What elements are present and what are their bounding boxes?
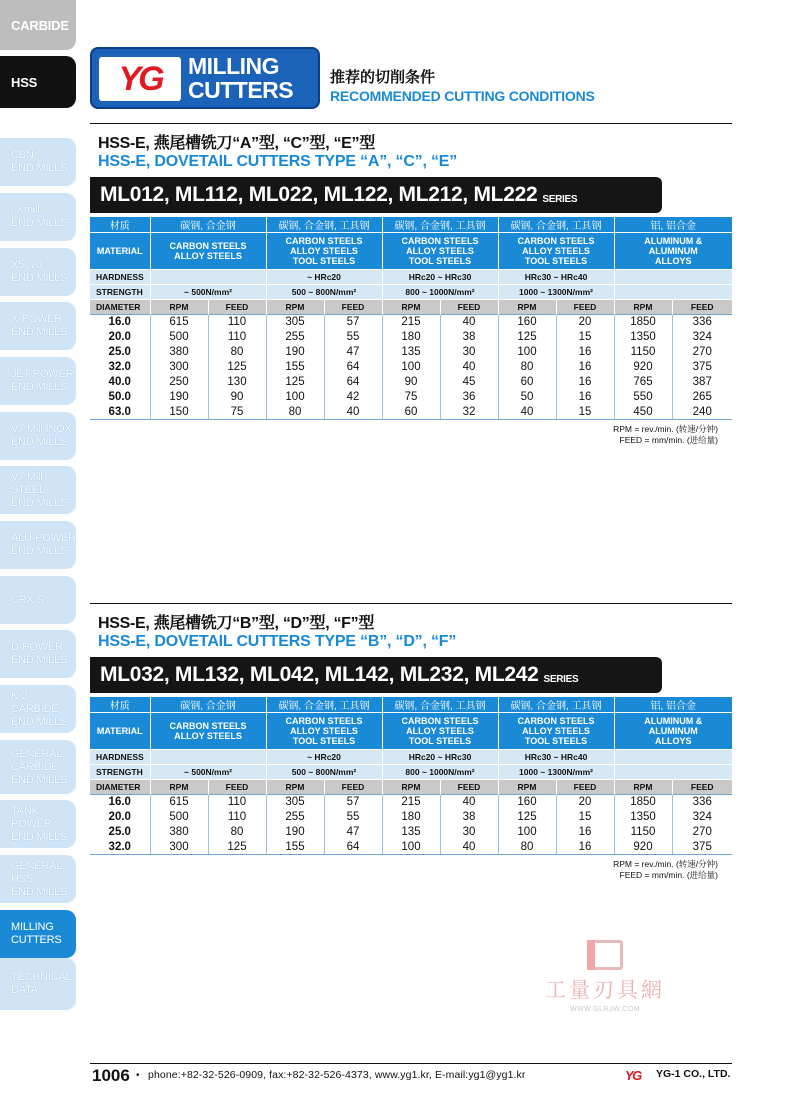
tab-category-7[interactable]	[0, 412, 76, 460]
feed-value: 110	[208, 795, 266, 810]
strength-value	[614, 765, 732, 780]
rpm-value: 100	[498, 825, 556, 840]
hardness-value	[150, 270, 266, 285]
section-title-en: HSS-E, DOVETAIL CUTTERS TYPE “B”, “D”, “F”	[98, 633, 457, 650]
section-title-en: HSS-E, DOVETAIL CUTTERS TYPE “A”, “C”, “E”	[98, 153, 458, 170]
rpm-unit-note: RPM = rev./min. (转速/分钟)	[613, 424, 718, 434]
rpm-header: RPM	[150, 780, 208, 795]
rpm-value: 40	[498, 405, 556, 420]
feed-value: 75	[208, 405, 266, 420]
feed-value: 130	[208, 375, 266, 390]
feed-value: 32	[440, 405, 498, 420]
sidebar-tabs	[0, 0, 78, 1120]
footer-rule	[90, 1063, 732, 1064]
feed-value: 40	[324, 405, 382, 420]
feed-value: 90	[208, 390, 266, 405]
strength-value: 800 ~ 1000N/mm²	[382, 765, 498, 780]
table-row	[90, 360, 732, 375]
feed-value: 36	[440, 390, 498, 405]
feed-value: 110	[208, 315, 266, 330]
feed-header: FEED	[208, 780, 266, 795]
strength-label: STRENGTH	[90, 285, 150, 300]
feed-value: 336	[672, 315, 732, 330]
feed-value: 270	[692, 346, 712, 358]
diameter-value: 63.0	[90, 405, 150, 420]
material-en: CARBON STEELS ALLOY STEELS TOOL STEELS	[266, 713, 382, 750]
feed-header: FEED	[208, 300, 266, 315]
diameter-value: 16.0	[90, 315, 150, 330]
feed-value: 57	[324, 795, 382, 810]
material-cn: 碳钢, 合金钢, 工具钢	[382, 217, 498, 233]
rpm-value: 135	[382, 825, 440, 840]
logo-text: YG	[118, 59, 162, 98]
feed-value: 40	[440, 360, 498, 375]
material-cn: 碳钢, 合金钢, 工具钢	[498, 697, 614, 713]
material-cn: 碳钢, 合金钢, 工具钢	[266, 217, 382, 233]
strength-label: STRENGTH	[90, 765, 150, 780]
section-type-a-c-e	[90, 123, 732, 446]
feed-header: FEED	[324, 300, 382, 315]
footer-yg-logo: YG	[625, 1068, 641, 1083]
units-note	[90, 424, 732, 446]
series-banner	[90, 657, 662, 693]
tab-category-2[interactable]	[0, 138, 76, 186]
tab-milling-cutters[interactable]	[0, 910, 76, 958]
tab-category-3[interactable]	[0, 193, 76, 241]
table-row	[90, 810, 732, 825]
feed-value: 55	[324, 810, 382, 825]
feed-value: 375	[672, 840, 732, 855]
watermark-text: 工量刃具網	[545, 978, 665, 1002]
hardness-value: ~ HRc20	[266, 270, 382, 285]
rpm-value: 615	[150, 315, 208, 330]
feed-value: 30	[440, 345, 498, 360]
tab-category-6[interactable]	[0, 357, 76, 405]
rpm-unit-note: RPM = rev./min. (转速/分钟)	[613, 859, 718, 869]
rpm-value: 125	[498, 810, 556, 825]
tab-category-15[interactable]	[0, 855, 76, 903]
header-subtitle-cn: 推荐的切削条件	[330, 69, 436, 86]
rpm-value: 215	[382, 795, 440, 810]
tab-category-12[interactable]	[0, 685, 76, 733]
rpm-value: 180	[382, 330, 440, 345]
material-cn: 碳钢, 合金钢, 工具钢	[266, 697, 382, 713]
section-title-cn: HSS-E, 燕尾槽铣刀“B”型, “D”型, “F”型	[98, 615, 375, 632]
rpm-value: 190	[266, 345, 324, 360]
feed-header: FEED	[556, 780, 614, 795]
diameter-label: DIAMETER	[90, 300, 150, 315]
strength-value: 500 ~ 800N/mm²	[266, 765, 382, 780]
feed-value: 16	[556, 345, 614, 360]
rpm-value: 765	[614, 375, 672, 390]
rpm-value: 180	[382, 810, 440, 825]
material-cn-label: 材质	[90, 217, 150, 233]
tab-category-10[interactable]	[0, 576, 76, 624]
material-cn: 碳钢, 合金钢, 工具钢	[382, 697, 498, 713]
feed-header: FEED	[440, 300, 498, 315]
rpm-value: 1150	[614, 345, 672, 360]
hardness-value: HRc30 ~ HRc40	[498, 750, 614, 765]
tab-label: MILLING CUTTERS	[11, 921, 62, 946]
table-row	[90, 840, 732, 855]
hardness-label: HARDNESS	[90, 270, 150, 285]
rpm-value: 1850	[614, 315, 672, 330]
diameter-value: 32.0	[90, 360, 150, 375]
strength-value: 800 ~ 1000N/mm²	[382, 285, 498, 300]
rpm-value: 155	[266, 840, 324, 855]
series-tag: SERIES	[543, 673, 579, 685]
material-cn: 碳钢, 合金钢, 工具钢	[498, 217, 614, 233]
diameter-value: 25.0	[90, 345, 150, 360]
watermark	[535, 940, 675, 1013]
feed-value: 324	[692, 811, 712, 823]
banner-title-line2: CUTTERS	[188, 77, 294, 103]
tab-label: D-POWER END MILLS	[11, 641, 68, 666]
hardness-value	[150, 750, 266, 765]
strength-value: ~ 500N/mm²	[150, 765, 266, 780]
diameter-value: 40.0	[90, 375, 150, 390]
feed-value: 64	[324, 360, 382, 375]
table-row	[90, 390, 732, 405]
hardness-label: HARDNESS	[90, 750, 150, 765]
rpm-value: 190	[266, 825, 324, 840]
diameter-value: 20.0	[90, 810, 150, 825]
feed-value: 16	[556, 840, 614, 855]
material-cn: 碳钢, 合金钢	[150, 217, 266, 233]
rpm-value: 60	[498, 375, 556, 390]
feed-header: FEED	[440, 780, 498, 795]
feed-value: 15	[556, 405, 614, 420]
hardness-value: HRc20 ~ HRc30	[382, 750, 498, 765]
rpm-header: RPM	[498, 780, 556, 795]
rpm-value: 90	[382, 375, 440, 390]
company-name: YG-1 CO., LTD.	[656, 1068, 731, 1080]
material-en: CARBON STEELS ALLOY STEELS	[150, 233, 266, 270]
feed-value: 80	[208, 345, 266, 360]
tab-category-17[interactable]	[0, 958, 76, 1010]
feed-value: 375	[692, 361, 712, 373]
rpm-value: 615	[150, 795, 208, 810]
tab-label: CBN END MILLS	[11, 149, 68, 174]
section-title-cn: HSS-E, 燕尾槽铣刀“A”型, “C”型, “E”型	[98, 135, 375, 152]
strength-value: 1000 ~ 1300N/mm²	[498, 765, 614, 780]
material-en: CARBON STEELS ALLOY STEELS TOOL STEELS	[498, 233, 614, 270]
section-rule	[90, 603, 732, 604]
rpm-header: RPM	[498, 300, 556, 315]
table-row	[90, 345, 732, 360]
feed-value: 240	[672, 405, 732, 420]
page-number: 1006	[92, 1066, 130, 1085]
feed-value: 270	[692, 826, 712, 838]
tab-label: TANK-POWER END MILLS	[11, 804, 68, 843]
feed-value: 125	[208, 840, 266, 855]
rpm-header: RPM	[614, 780, 672, 795]
rpm-header: RPM	[614, 300, 672, 315]
feed-value: 110	[208, 810, 266, 825]
rpm-value: 160	[498, 795, 556, 810]
tab-label: HSS	[11, 74, 38, 90]
series-tag: SERIES	[542, 193, 578, 205]
cutting-conditions-table	[90, 697, 732, 855]
tab-label: i-Xmill END MILLS	[11, 204, 68, 229]
rpm-value: 920	[614, 360, 672, 375]
rpm-header: RPM	[382, 300, 440, 315]
table-row	[90, 330, 732, 345]
rpm-value: 305	[266, 795, 324, 810]
diameter-label: DIAMETER	[90, 780, 150, 795]
diameter-value: 32.0	[90, 840, 150, 855]
strength-value: 500 ~ 800N/mm²	[266, 285, 382, 300]
watermark-logo	[587, 940, 623, 970]
rpm-value: 60	[382, 405, 440, 420]
feed-value: 265	[692, 391, 712, 403]
rpm-header: RPM	[382, 780, 440, 795]
feed-value: 15	[556, 810, 614, 825]
rpm-value: 50	[498, 390, 556, 405]
feed-value: 42	[324, 390, 382, 405]
material-cn-label: 材质	[90, 697, 150, 713]
rpm-value: 300	[150, 840, 208, 855]
rpm-value: 380	[150, 345, 208, 360]
feed-value: 40	[440, 840, 498, 855]
feed-value: 20	[556, 315, 614, 330]
rpm-value: 450	[614, 405, 672, 420]
feed-value: 387	[692, 376, 712, 388]
tab-category-8[interactable]	[0, 466, 76, 514]
feed-value: 80	[208, 825, 266, 840]
hardness-value: ~ HRc20	[266, 750, 382, 765]
series-codes: ML012, ML112, ML022, ML122, ML212, ML222	[100, 183, 538, 206]
tab-label: K-2 CARBIDE END MILLS	[11, 689, 68, 728]
feed-value: 38	[440, 330, 498, 345]
feed-value: 64	[324, 840, 382, 855]
rpm-value: 300	[150, 360, 208, 375]
series-banner	[90, 177, 662, 213]
feed-value: 336	[672, 795, 732, 810]
section-rule	[90, 123, 732, 124]
rpm-value: 80	[266, 405, 324, 420]
material-label: MATERIAL	[90, 233, 150, 270]
material-cn: 碳钢, 合金钢	[150, 697, 266, 713]
material-en: CARBON STEELS ALLOY STEELS	[150, 713, 266, 750]
diameter-value: 20.0	[90, 330, 150, 345]
rpm-value: 100	[498, 345, 556, 360]
feed-value: 38	[440, 810, 498, 825]
rpm-value: 550	[614, 390, 672, 405]
rpm-value: 1350	[614, 810, 672, 825]
rpm-value: 215	[382, 315, 440, 330]
series-codes: ML032, ML132, ML042, ML142, ML232, ML242	[100, 663, 539, 686]
feed-value: 55	[324, 330, 382, 345]
feed-value: 20	[556, 795, 614, 810]
feed-value: 15	[556, 330, 614, 345]
rpm-value: 380	[150, 825, 208, 840]
tab-label: V7 Mill INOX END MILLS	[11, 423, 72, 448]
tab-label: X-POWER END MILLS	[11, 313, 68, 338]
strength-value: 1000 ~ 1300N/mm²	[498, 285, 614, 300]
banner-title-line1: MILLING	[188, 53, 280, 79]
tab-category-5[interactable]	[0, 302, 76, 350]
hardness-value: HRc30 ~ HRc40	[498, 270, 614, 285]
material-cn: 铝, 铝合金	[614, 217, 732, 233]
tab-label: JET-POWER END MILLS	[11, 368, 74, 393]
rpm-value: 135	[382, 345, 440, 360]
feed-value: 57	[324, 315, 382, 330]
feed-value: 40	[440, 315, 498, 330]
yg-logo	[99, 57, 181, 101]
strength-value	[614, 285, 732, 300]
table-row	[90, 795, 732, 810]
feed-value: 110	[208, 330, 266, 345]
diameter-value: 50.0	[90, 390, 150, 405]
rpm-value: 250	[150, 375, 208, 390]
rpm-value: 500	[150, 810, 208, 825]
rpm-value: 1150	[614, 825, 672, 840]
milling-cutters-banner	[90, 47, 320, 109]
feed-value: 125	[208, 360, 266, 375]
cutting-conditions-table	[90, 217, 732, 420]
feed-value: 64	[324, 375, 382, 390]
feed-unit-note: FEED = mm/min. (进给量)	[619, 435, 718, 445]
hardness-value	[614, 750, 732, 765]
rpm-value: 125	[266, 375, 324, 390]
contact-info: phone:+82-32-526-0909, fax:+82-32-526-4373, www.yg1.kr, E-mail:yg1@yg1.kr	[148, 1069, 526, 1081]
material-en: CARBON STEELS ALLOY STEELS TOOL STEELS	[266, 233, 382, 270]
tab-category-14[interactable]	[0, 800, 76, 848]
hardness-value	[614, 270, 732, 285]
rpm-value: 80	[498, 840, 556, 855]
feed-value: 16	[556, 390, 614, 405]
tab-label: GENERAL HSS END MILLS	[11, 859, 68, 898]
feed-value: 324	[692, 331, 712, 343]
material-en: ALUMINUM & ALUMINUM ALLOYS	[614, 713, 732, 750]
feed-value: 16	[556, 825, 614, 840]
material-label: MATERIAL	[90, 713, 150, 750]
feed-header: FEED	[556, 300, 614, 315]
rpm-value: 920	[614, 840, 672, 855]
tab-label: X5070 END MILLS	[11, 259, 68, 284]
diameter-value: 16.0	[90, 795, 150, 810]
table-row	[90, 375, 732, 390]
section-type-b-d-f	[90, 603, 732, 881]
tab-label: CARBIDE	[11, 17, 69, 33]
tab-category-13[interactable]	[0, 740, 76, 794]
tab-hss[interactable]	[0, 56, 76, 108]
material-en: CARBON STEELS ALLOY STEELS TOOL STEELS	[498, 713, 614, 750]
banner-title	[188, 54, 293, 102]
rpm-value: 155	[266, 360, 324, 375]
table-row	[90, 825, 732, 840]
feed-value: 30	[440, 825, 498, 840]
rpm-value: 150	[150, 405, 208, 420]
rpm-value: 255	[266, 810, 324, 825]
rpm-value: 100	[382, 360, 440, 375]
rpm-value: 80	[498, 360, 556, 375]
tab-label: ALU-POWER END MILLS	[11, 532, 76, 557]
diameter-value: 25.0	[90, 825, 150, 840]
strength-value: ~ 500N/mm²	[150, 285, 266, 300]
rpm-value: 100	[266, 390, 324, 405]
feed-value: 45	[440, 375, 498, 390]
header-subtitle-en: RECOMMENDED CUTTING CONDITIONS	[330, 88, 595, 104]
tab-label: TECHNICAL DATA	[11, 971, 72, 996]
tab-category-11[interactable]	[0, 630, 76, 678]
tab-carbide[interactable]	[0, 0, 76, 50]
feed-header: FEED	[672, 300, 732, 315]
feed-value: 40	[440, 795, 498, 810]
rpm-value: 75	[382, 390, 440, 405]
footer-bullet: •	[136, 1070, 140, 1081]
rpm-value: 1350	[614, 330, 672, 345]
rpm-value: 1850	[614, 795, 672, 810]
feed-value: 16	[556, 375, 614, 390]
material-en: CARBON STEELS ALLOY STEELS TOOL STEELS	[382, 233, 498, 270]
rpm-value: 500	[150, 330, 208, 345]
feed-unit-note: FEED = mm/min. (进给量)	[619, 870, 718, 880]
feed-header: FEED	[672, 780, 732, 795]
feed-value: 47	[324, 345, 382, 360]
units-note	[90, 859, 732, 881]
feed-value: 16	[556, 360, 614, 375]
feed-header: FEED	[324, 780, 382, 795]
material-en: CARBON STEELS ALLOY STEELS TOOL STEELS	[382, 713, 498, 750]
tab-label: GENERAL CARBIDE END MILLS	[11, 747, 68, 786]
rpm-value: 100	[382, 840, 440, 855]
material-cn: 铝, 铝合金	[614, 697, 732, 713]
watermark-url: WWW.GLRJW.COM	[569, 1006, 641, 1013]
rpm-value: 125	[498, 330, 556, 345]
rpm-value: 160	[498, 315, 556, 330]
table-row	[90, 315, 732, 330]
tab-category-9[interactable]	[0, 521, 76, 569]
rpm-value: 305	[266, 315, 324, 330]
rpm-header: RPM	[266, 780, 324, 795]
tab-label: V7 Mill STEEL END MILLS	[11, 470, 68, 509]
rpm-value: 255	[266, 330, 324, 345]
tab-category-4[interactable]	[0, 248, 76, 296]
rpm-value: 190	[150, 390, 208, 405]
rpm-header: RPM	[266, 300, 324, 315]
tab-label: CRX S	[11, 593, 44, 606]
table-row	[90, 405, 732, 420]
rpm-header: RPM	[150, 300, 208, 315]
material-en: ALUMINUM & ALUMINUM ALLOYS	[614, 233, 732, 270]
hardness-value: HRc20 ~ HRc30	[382, 270, 498, 285]
feed-value: 47	[324, 825, 382, 840]
